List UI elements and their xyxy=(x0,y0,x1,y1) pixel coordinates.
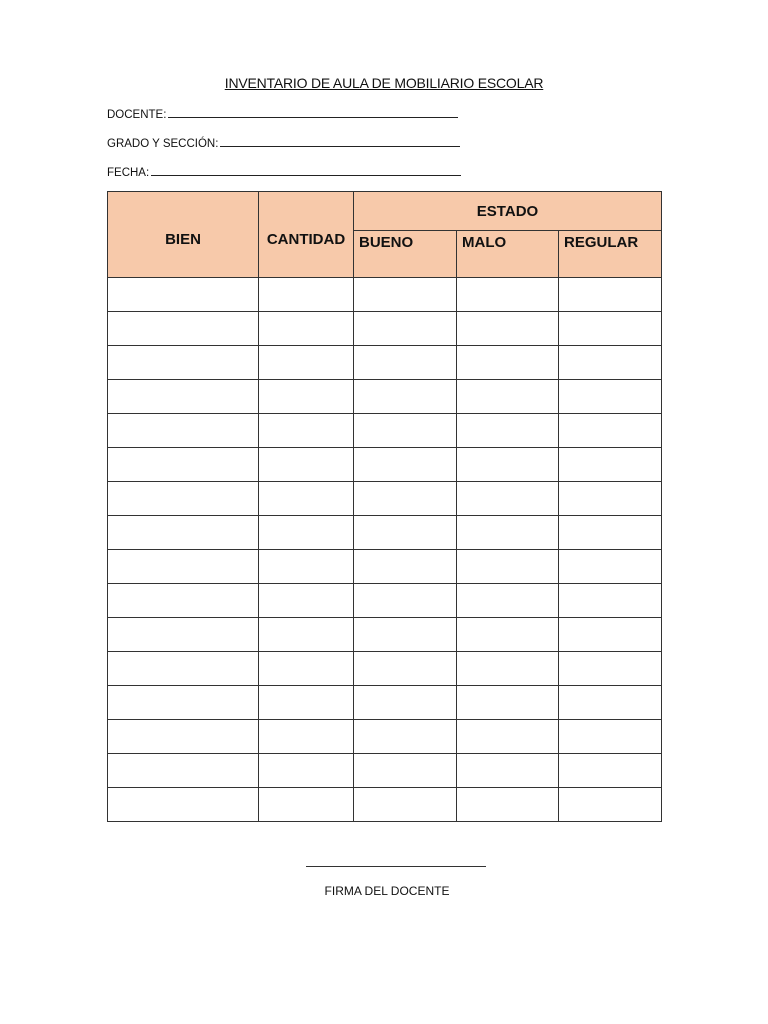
inventory-table xyxy=(107,191,662,822)
docente-label: DOCENTE: xyxy=(107,109,167,121)
cell-malo[interactable] xyxy=(457,652,559,686)
cell-cantidad[interactable] xyxy=(259,550,354,584)
cell-cantidad[interactable] xyxy=(259,584,354,618)
cell-bueno[interactable] xyxy=(354,380,457,414)
cell-malo[interactable] xyxy=(457,754,559,788)
cell-regular[interactable] xyxy=(559,788,662,822)
table-row xyxy=(108,278,662,312)
header-cantidad: CANTIDAD xyxy=(259,192,354,278)
fecha-field xyxy=(107,165,461,179)
cell-cantidad[interactable] xyxy=(259,686,354,720)
cell-bueno[interactable] xyxy=(354,720,457,754)
table-row xyxy=(108,380,662,414)
cell-regular[interactable] xyxy=(559,754,662,788)
cell-malo[interactable] xyxy=(457,618,559,652)
cell-bien[interactable] xyxy=(108,312,259,346)
cell-cantidad[interactable] xyxy=(259,720,354,754)
table-row xyxy=(108,618,662,652)
grado-seccion-blank-line xyxy=(220,136,460,147)
docente-blank-line xyxy=(168,107,458,118)
cell-malo[interactable] xyxy=(457,516,559,550)
table-row xyxy=(108,482,662,516)
table-row xyxy=(108,448,662,482)
cell-bueno[interactable] xyxy=(354,516,457,550)
cell-malo[interactable] xyxy=(457,550,559,584)
cell-bien[interactable] xyxy=(108,550,259,584)
cell-bueno[interactable] xyxy=(354,278,457,312)
cell-cantidad[interactable] xyxy=(259,516,354,550)
table-row xyxy=(108,312,662,346)
table-row xyxy=(108,414,662,448)
cell-regular[interactable] xyxy=(559,278,662,312)
table-row xyxy=(108,788,662,822)
cell-bien[interactable] xyxy=(108,754,259,788)
table-row xyxy=(108,516,662,550)
cell-cantidad[interactable] xyxy=(259,414,354,448)
cell-malo[interactable] xyxy=(457,720,559,754)
cell-malo[interactable] xyxy=(457,380,559,414)
cell-cantidad[interactable] xyxy=(259,346,354,380)
grado-seccion-field xyxy=(107,136,460,150)
cell-regular[interactable] xyxy=(559,414,662,448)
cell-malo[interactable] xyxy=(457,584,559,618)
cell-bien[interactable] xyxy=(108,686,259,720)
cell-bueno[interactable] xyxy=(354,584,457,618)
cell-bueno[interactable] xyxy=(354,414,457,448)
cell-regular[interactable] xyxy=(559,584,662,618)
cell-bueno[interactable] xyxy=(354,550,457,584)
cell-bien[interactable] xyxy=(108,346,259,380)
cell-bien[interactable] xyxy=(108,584,259,618)
cell-bueno[interactable] xyxy=(354,448,457,482)
cell-bien[interactable] xyxy=(108,380,259,414)
signature-line xyxy=(306,866,486,867)
cell-bien[interactable] xyxy=(108,448,259,482)
cell-bueno[interactable] xyxy=(354,754,457,788)
cell-bien[interactable] xyxy=(108,652,259,686)
cell-cantidad[interactable] xyxy=(259,652,354,686)
docente-field xyxy=(107,107,458,121)
header-bueno: BUENO xyxy=(354,231,457,278)
cell-bueno[interactable] xyxy=(354,788,457,822)
cell-regular[interactable] xyxy=(559,686,662,720)
header-estado: ESTADO xyxy=(354,192,662,231)
table-row xyxy=(108,720,662,754)
cell-bueno[interactable] xyxy=(354,652,457,686)
cell-bien[interactable] xyxy=(108,414,259,448)
cell-malo[interactable] xyxy=(457,312,559,346)
cell-malo[interactable] xyxy=(457,788,559,822)
cell-regular[interactable] xyxy=(559,516,662,550)
fecha-blank-line xyxy=(151,165,461,176)
cell-regular[interactable] xyxy=(559,482,662,516)
cell-malo[interactable] xyxy=(457,448,559,482)
cell-regular[interactable] xyxy=(559,380,662,414)
cell-bueno[interactable] xyxy=(354,346,457,380)
cell-bueno[interactable] xyxy=(354,686,457,720)
cell-cantidad[interactable] xyxy=(259,380,354,414)
cell-malo[interactable] xyxy=(457,278,559,312)
cell-malo[interactable] xyxy=(457,482,559,516)
cell-regular[interactable] xyxy=(559,448,662,482)
table-row xyxy=(108,686,662,720)
table-row xyxy=(108,346,662,380)
cell-regular[interactable] xyxy=(559,618,662,652)
cell-malo[interactable] xyxy=(457,686,559,720)
table-row xyxy=(108,652,662,686)
cell-cantidad[interactable] xyxy=(259,448,354,482)
cell-cantidad[interactable] xyxy=(259,482,354,516)
cell-regular[interactable] xyxy=(559,346,662,380)
cell-cantidad[interactable] xyxy=(259,788,354,822)
cell-cantidad[interactable] xyxy=(259,618,354,652)
cell-cantidad[interactable] xyxy=(259,754,354,788)
cell-regular[interactable] xyxy=(559,550,662,584)
cell-bien[interactable] xyxy=(108,516,259,550)
signature-label: FIRMA DEL DOCENTE xyxy=(324,884,450,898)
cell-bien[interactable] xyxy=(108,278,259,312)
cell-bien[interactable] xyxy=(108,788,259,822)
table-row xyxy=(108,584,662,618)
inventory-table-body xyxy=(108,278,662,822)
fecha-label: FECHA: xyxy=(107,167,150,179)
header-bien: BIEN xyxy=(108,192,259,278)
cell-bueno[interactable] xyxy=(354,482,457,516)
table-row xyxy=(108,754,662,788)
cell-bien[interactable] xyxy=(108,618,259,652)
document-title: INVENTARIO DE AULA DE MOBILIARIO ESCOLAR xyxy=(224,75,544,91)
cell-bueno[interactable] xyxy=(354,312,457,346)
cell-cantidad[interactable] xyxy=(259,312,354,346)
cell-bueno[interactable] xyxy=(354,618,457,652)
cell-malo[interactable] xyxy=(457,414,559,448)
cell-regular[interactable] xyxy=(559,652,662,686)
header-regular: REGULAR xyxy=(559,231,662,278)
cell-regular[interactable] xyxy=(559,720,662,754)
grado-seccion-label: GRADO Y SECCIÓN: xyxy=(107,138,219,150)
cell-malo[interactable] xyxy=(457,346,559,380)
cell-regular[interactable] xyxy=(559,312,662,346)
cell-bien[interactable] xyxy=(108,482,259,516)
table-row xyxy=(108,550,662,584)
cell-cantidad[interactable] xyxy=(259,278,354,312)
header-malo: MALO xyxy=(457,231,559,278)
cell-bien[interactable] xyxy=(108,720,259,754)
